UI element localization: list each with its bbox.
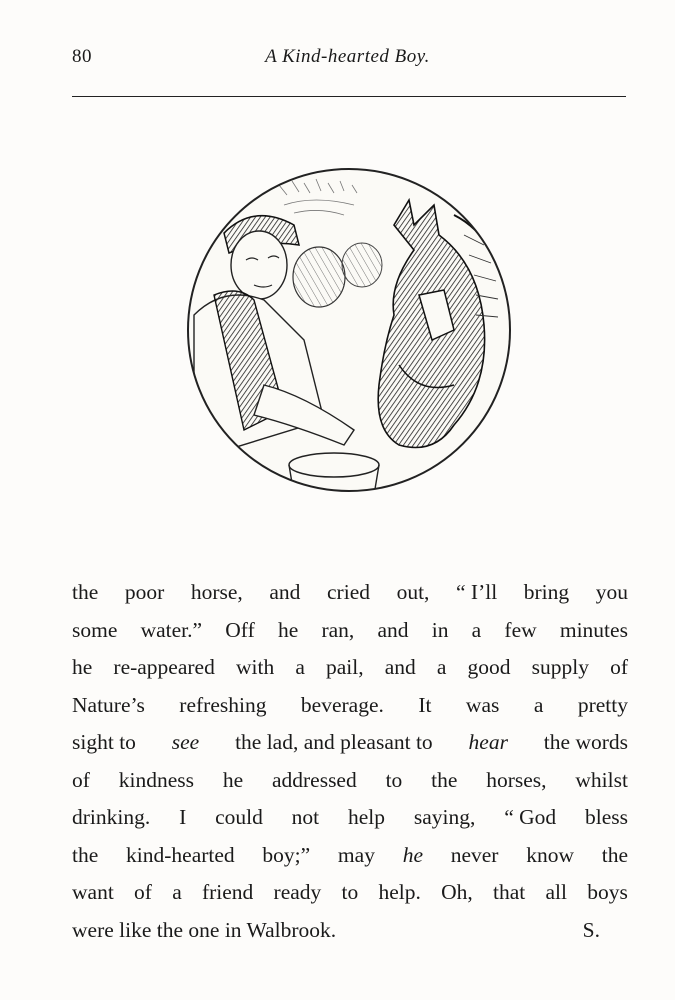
text-line [72,762,628,800]
emphasis-hear: hear [468,730,508,754]
word: addressed [271,767,357,792]
word: some [72,617,118,642]
word: a [533,692,544,717]
word: good [467,655,511,679]
word: Oh, [441,880,473,904]
word: out, [396,580,430,604]
body-text [72,574,628,949]
text-line [72,687,628,725]
text-segment: sight to [72,730,136,754]
word: that [493,880,526,904]
word: of [134,880,152,904]
word: minutes [559,617,628,642]
word: and [269,580,301,604]
word: horse, [190,580,243,604]
emphasis-see: see [171,730,200,754]
word: bring [523,580,570,604]
header-rule [72,96,626,97]
page-number: 80 [72,46,92,67]
word: he [72,655,93,679]
author-signature: S. [582,917,600,942]
word: few [504,617,537,642]
word: help [347,805,386,829]
word: drinking. [72,805,151,829]
word: refreshing [179,692,267,717]
word: kindness [118,767,194,792]
word: he [277,617,299,642]
word: a [471,617,482,642]
word: Off [225,617,255,642]
text-line [72,649,628,687]
word: whilst [575,767,628,792]
word: a [172,880,182,904]
word: was [465,692,500,717]
word: poor [124,580,165,604]
text-segment: the words [543,730,628,754]
word: the [72,842,99,867]
word: horses, [486,767,547,792]
word: Nature’s [72,692,145,717]
closing-sentence: were like the one in Walbrook. [72,917,337,942]
word: and [384,655,416,679]
word: the [431,767,458,792]
word: “ God [504,805,557,829]
text-line-last [72,912,628,950]
vignette-illustration [184,165,514,495]
word: all [545,880,568,904]
word: supply [531,655,589,679]
word: want [72,880,114,904]
text-line [72,837,628,875]
word: not [291,805,320,829]
text-line [72,874,628,912]
word: and [377,617,409,642]
word: pretty [577,692,628,717]
word: ran, [321,617,355,642]
word: I [179,805,187,829]
word: of [610,655,628,679]
word: could [215,805,263,829]
word: beverage. [300,692,384,717]
word: kind-hearted [126,842,235,867]
word: water.” [140,617,203,642]
word: he [222,767,244,792]
word: It [418,692,432,717]
word: help. [378,880,421,904]
text-line [72,574,628,612]
text-line [72,799,628,837]
word: re-appeared [113,655,215,679]
word: of [72,767,90,792]
text-line [72,612,628,650]
emphasis-he: he [402,842,423,867]
word: ready [273,880,322,904]
word: bless [584,805,628,829]
word: know [526,842,574,867]
word: boys [587,880,628,904]
word: may [337,842,375,867]
word: a [436,655,447,679]
word: with [235,655,275,679]
word: a [295,655,305,679]
word: to [385,767,403,792]
word: boy;” [262,842,311,867]
word: “ I’ll [456,580,498,604]
word: you [595,580,628,604]
word: the [601,842,628,867]
text-segment: the lad, and pleasant to [235,730,433,754]
word: in [431,617,449,642]
word: cried [327,580,370,604]
running-head: A Kind-hearted Boy. [265,46,430,67]
word: pail, [325,655,364,679]
text-line [72,724,628,762]
word: to [341,880,359,904]
word: the [72,580,99,604]
word: saying, [413,805,476,829]
word: friend [201,880,254,904]
word: never [450,842,499,867]
